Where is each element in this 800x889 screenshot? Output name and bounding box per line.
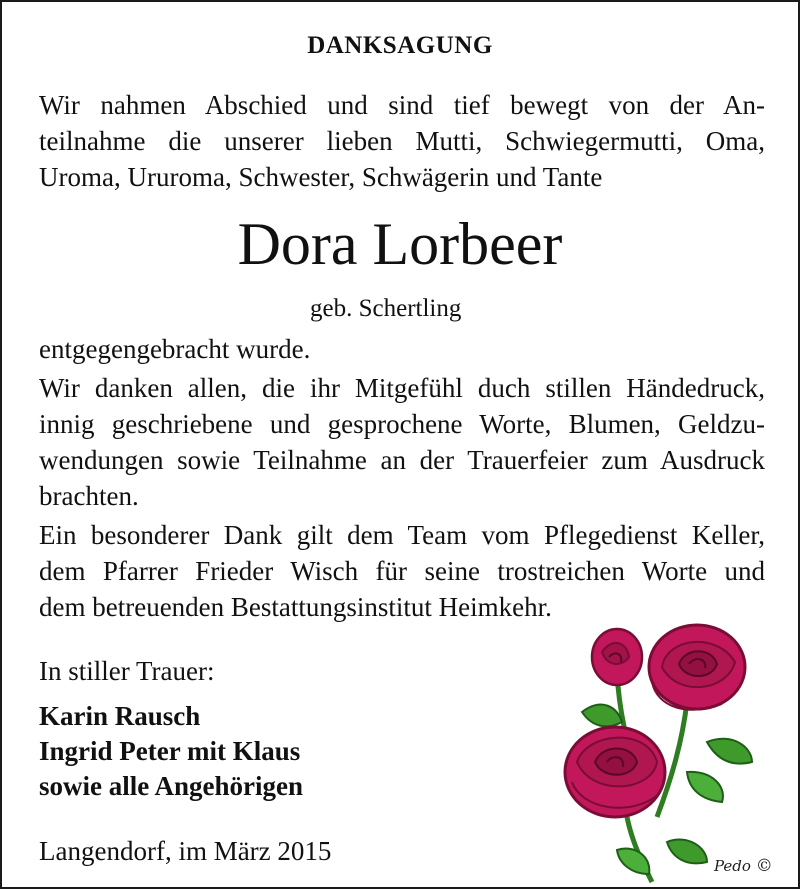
signatory-2: Ingrid Peter mit Klaus [39,736,301,766]
copyright-icon: © [755,856,773,876]
special-line-2: dem Pfarrer Frieder Wisch für seine trostreichen Worte und [39,556,765,586]
special-line-3: dem betreuenden Bestattungsinstitut Heimkehr. [39,592,552,622]
intro-line-2: teilnahme die unserer lieben Mutti, Schwiegermutti, Oma, [39,126,765,156]
birth-name: geb. Schertling [310,295,462,322]
special-line-1: Ein besonderer Dank gilt dem Team vom Pflegedienst Keller, [39,520,765,550]
thanks-line-3: wendungen sowie Teilnahme an der Trauerfeier zum Ausdruck [39,445,765,475]
thanks-line-1: Wir danken allen, die ihr Mitgefühl duch stillen Händedruck, [39,373,765,403]
thanks-line-2: innig geschriebene und gesprochene Worte, Blumen, Geldzu- [39,409,765,439]
thanks-line-4: brachten. [39,481,139,511]
signatory-3: sowie alle Angehörigen [39,771,303,801]
after-name-line: entgegengebracht wurde. [39,334,311,364]
artist-credit-name: Pedo [714,857,751,875]
deceased-name: Dora Lorbeer [237,211,563,277]
signatory-1: Karin Rausch [39,701,201,731]
artist-credit [714,856,773,876]
intro-line-1: Wir nahmen Abschied und sind tief bewegt von der An- [39,90,765,120]
place-date: Langendorf, im März 2015 [39,836,332,866]
heading: DANKSAGUNG [307,32,493,59]
intro-line-3: Uroma, Ururoma, Schwester, Schwägerin und Tante [39,162,603,192]
roses-illustration [557,612,797,887]
mourning-label: In stiller Trauer: [39,656,215,686]
